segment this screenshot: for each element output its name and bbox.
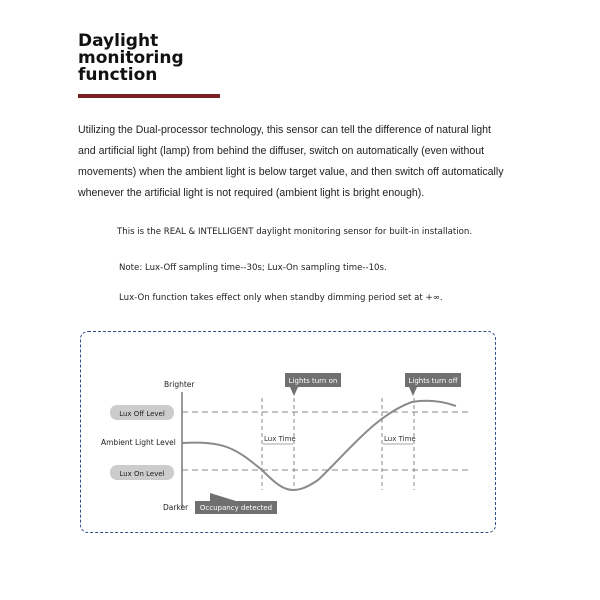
lights-turn-on-label: Lights turn on (288, 377, 338, 385)
title-line-1: Daylight (78, 31, 159, 51)
title-line-3: function (78, 65, 158, 85)
sampling-note: Note: Lux-Off sampling time--30s; Lux-On sampling time--10s. (119, 263, 387, 273)
title-line-2: monitoring (78, 48, 184, 68)
lux-time-label-2: Lux Time (384, 435, 416, 443)
ambient-light-curve (182, 401, 456, 490)
lux-off-level-label: Lux Off Level (119, 410, 165, 418)
lights-turn-off-pointer (409, 387, 417, 396)
lux-time-label-1: Lux Time (264, 435, 296, 443)
darker-label: Darker (163, 503, 189, 512)
brighter-label: Brighter (164, 380, 195, 389)
occupancy-detected-label: Occupancy detected (199, 504, 273, 512)
lights-turn-off-label: Lights turn off (408, 377, 458, 385)
description-line-3: movements) when the ambient light is below target value, and then switch off automatically (78, 166, 504, 178)
description-line-1: Utilizing the Dual-processor technology, this sensor can tell the difference of natural light (78, 124, 491, 136)
lux-on-note: Lux-On function takes effect only when standby dimming period set at +∞. (119, 293, 443, 303)
lights-turn-on-pointer (290, 387, 298, 396)
description-line-2: and artificial light (lamp) from behind the diffuser, switch on automatically (even without (78, 145, 485, 157)
description-line-4: whenever the artificial light is not required (ambient light is bright enough). (78, 187, 425, 199)
intro-note: This is the REAL & INTELLIGENT daylight monitoring sensor for built-in installation. (117, 227, 473, 237)
occupancy-pointer (210, 493, 236, 501)
ambient-light-level-label: Ambient Light Level (101, 438, 176, 447)
lux-on-level-label: Lux On Level (119, 470, 165, 478)
